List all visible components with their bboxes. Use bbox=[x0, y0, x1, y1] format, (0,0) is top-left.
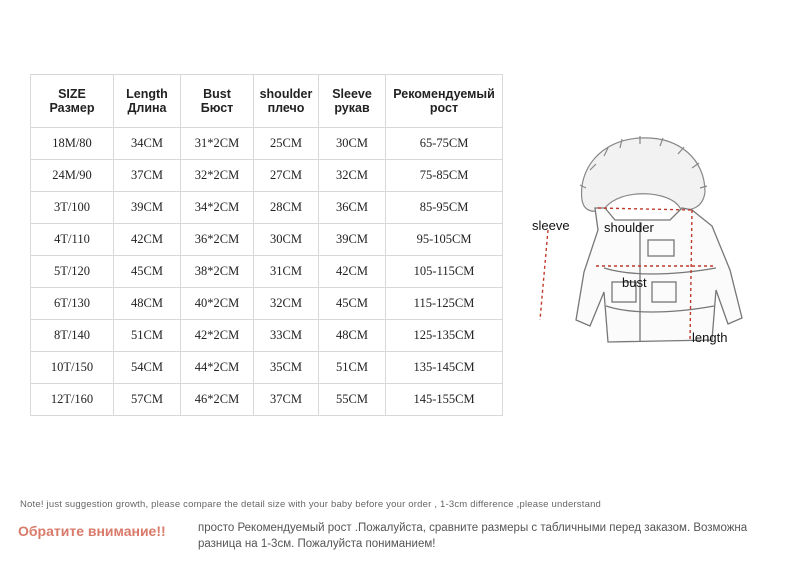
cell-shoulder: 37CM bbox=[254, 384, 319, 416]
cell-sleeve: 32CM bbox=[319, 160, 386, 192]
jacket-body bbox=[576, 208, 742, 342]
header-shoulder: shoulder плечо bbox=[254, 75, 319, 128]
cell-height: 115-125CM bbox=[386, 288, 503, 320]
cell-sleeve: 39CM bbox=[319, 224, 386, 256]
russian-note-title: Обратите внимание!! bbox=[18, 523, 166, 539]
table-row bbox=[31, 288, 503, 320]
table-row bbox=[31, 256, 503, 288]
cell-shoulder: 31CM bbox=[254, 256, 319, 288]
shoulder-measure-line bbox=[598, 208, 692, 210]
cell-sleeve: 55CM bbox=[319, 384, 386, 416]
cell-sleeve: 36CM bbox=[319, 192, 386, 224]
cell-size: 6T/130 bbox=[31, 288, 114, 320]
cell-height: 75-85CM bbox=[386, 160, 503, 192]
table-row bbox=[31, 192, 503, 224]
cell-size: 3T/100 bbox=[31, 192, 114, 224]
table-row bbox=[31, 352, 503, 384]
cell-height: 105-115CM bbox=[386, 256, 503, 288]
cell-shoulder: 27CM bbox=[254, 160, 319, 192]
cell-length: 39CM bbox=[114, 192, 181, 224]
cell-sleeve: 51CM bbox=[319, 352, 386, 384]
cell-length: 54CM bbox=[114, 352, 181, 384]
size-table bbox=[30, 74, 503, 416]
cell-sleeve: 48CM bbox=[319, 320, 386, 352]
cell-bust: 32*2CM bbox=[181, 160, 254, 192]
cell-bust: 44*2CM bbox=[181, 352, 254, 384]
cell-size: 10T/150 bbox=[31, 352, 114, 384]
cell-size: 18M/80 bbox=[31, 128, 114, 160]
table-row bbox=[31, 128, 503, 160]
cell-size: 5T/120 bbox=[31, 256, 114, 288]
table-row bbox=[31, 160, 503, 192]
cell-height: 125-135CM bbox=[386, 320, 503, 352]
cell-length: 48CM bbox=[114, 288, 181, 320]
fur-hood bbox=[580, 136, 707, 211]
cell-length: 45CM bbox=[114, 256, 181, 288]
sleeve-label: sleeve bbox=[532, 218, 570, 233]
cell-bust: 40*2CM bbox=[181, 288, 254, 320]
cell-height: 135-145CM bbox=[386, 352, 503, 384]
cell-shoulder: 28CM bbox=[254, 192, 319, 224]
header-bust: Bust Бюст bbox=[181, 75, 254, 128]
cell-length: 37CM bbox=[114, 160, 181, 192]
jacket-illustration bbox=[520, 130, 780, 370]
cell-length: 34CM bbox=[114, 128, 181, 160]
header-sleeve: Sleeve рукав bbox=[319, 75, 386, 128]
cell-length: 57CM bbox=[114, 384, 181, 416]
cell-length: 42CM bbox=[114, 224, 181, 256]
cell-sleeve: 42CM bbox=[319, 256, 386, 288]
length-label: length bbox=[692, 330, 728, 345]
cell-sleeve: 45CM bbox=[319, 288, 386, 320]
table-row bbox=[31, 224, 503, 256]
cell-shoulder: 30CM bbox=[254, 224, 319, 256]
cell-shoulder: 32CM bbox=[254, 288, 319, 320]
header-height: Рекомендуемый рост bbox=[386, 75, 503, 128]
bust-label: bust bbox=[622, 275, 647, 290]
table-row bbox=[31, 320, 503, 352]
sleeve-measure-line bbox=[540, 230, 548, 320]
cell-bust: 36*2CM bbox=[181, 224, 254, 256]
cell-size: 8T/140 bbox=[31, 320, 114, 352]
cell-bust: 38*2CM bbox=[181, 256, 254, 288]
cell-shoulder: 33CM bbox=[254, 320, 319, 352]
cell-size: 24M/90 bbox=[31, 160, 114, 192]
cell-height: 85-95CM bbox=[386, 192, 503, 224]
cell-height: 65-75CM bbox=[386, 128, 503, 160]
cell-bust: 42*2CM bbox=[181, 320, 254, 352]
table-header-row bbox=[31, 75, 503, 128]
cell-shoulder: 35CM bbox=[254, 352, 319, 384]
header-size: SIZE Размер bbox=[31, 75, 114, 128]
jacket-diagram bbox=[520, 130, 780, 370]
cell-size: 12T/160 bbox=[31, 384, 114, 416]
cell-length: 51CM bbox=[114, 320, 181, 352]
cell-bust: 31*2CM bbox=[181, 128, 254, 160]
cell-bust: 46*2CM bbox=[181, 384, 254, 416]
shoulder-label: shoulder bbox=[604, 220, 654, 235]
english-note: Note! just suggestion growth, please compare the detail size with your baby before your order , 1-3cm difference ,please understand bbox=[20, 499, 602, 510]
russian-note-body: просто Рекомендуемый рост .Пожалуйста, сравните размеры с табличными перед заказом. Возможна разница на 1-3см. Пожалуйста пониманием! bbox=[198, 522, 748, 550]
cell-bust: 34*2CM bbox=[181, 192, 254, 224]
header-length: Length Длина bbox=[114, 75, 181, 128]
cell-height: 145-155CM bbox=[386, 384, 503, 416]
table-row bbox=[31, 384, 503, 416]
cell-shoulder: 25CM bbox=[254, 128, 319, 160]
cell-size: 4T/110 bbox=[31, 224, 114, 256]
cell-sleeve: 30CM bbox=[319, 128, 386, 160]
cell-height: 95-105CM bbox=[386, 224, 503, 256]
